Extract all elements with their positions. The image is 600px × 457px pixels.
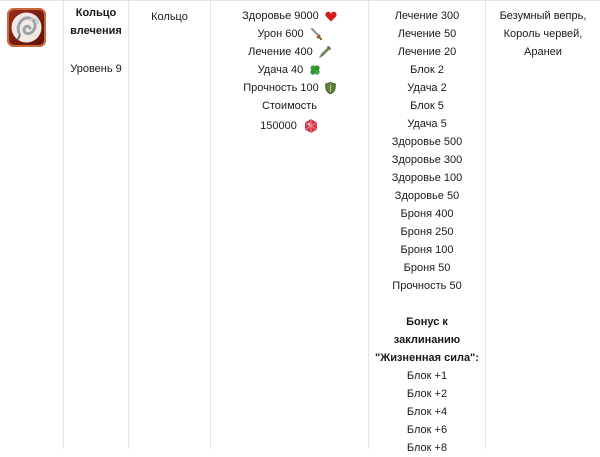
stat-luck bbox=[211, 61, 368, 79]
item-name: Кольцо влечения bbox=[70, 7, 122, 37]
bonus-spacer bbox=[369, 295, 485, 313]
stat-health-label: Здоровье 9000 bbox=[242, 10, 319, 22]
bonus-line: Броня 400 bbox=[400, 208, 454, 220]
bonus-line: Здоровье 100 bbox=[391, 172, 463, 184]
sword-icon bbox=[310, 28, 322, 40]
syringe-icon bbox=[319, 46, 331, 58]
bonus-line: Удача 5 bbox=[407, 118, 447, 130]
stat-health bbox=[211, 7, 368, 25]
item-level: Уровень 9 bbox=[70, 63, 122, 75]
bonus-line: Здоровье 500 bbox=[391, 136, 463, 148]
bonus-line: Здоровье 50 bbox=[394, 190, 460, 202]
spell-bonus-name: "Жизненная сила": bbox=[375, 352, 479, 364]
bonus-line: Блок 5 bbox=[410, 100, 444, 112]
cost-value: 150000 bbox=[260, 120, 297, 132]
item-sources: Безумный вепрь, Король червей, Аранеи bbox=[499, 10, 587, 58]
item-type-cell bbox=[128, 1, 210, 449]
stat-durability bbox=[211, 79, 368, 97]
bonus-line: Здоровье 300 bbox=[391, 154, 463, 166]
item-name-cell bbox=[63, 1, 128, 449]
bonus-line: Лечение 50 bbox=[397, 28, 457, 40]
clover-icon bbox=[309, 64, 321, 76]
bonus-line: Лечение 300 bbox=[394, 10, 460, 22]
spell-bonus-line: Блок +8 bbox=[406, 442, 448, 454]
stat-luck-label: Удача 40 bbox=[257, 64, 304, 76]
shield-icon bbox=[325, 82, 336, 94]
heart-icon bbox=[325, 11, 337, 22]
bonus-line: Удача 2 bbox=[407, 82, 447, 94]
stat-durability-label: Прочность 100 bbox=[243, 82, 319, 94]
stat-healing-label: Лечение 400 bbox=[248, 46, 313, 58]
spell-bonus-line: Блок +6 bbox=[406, 424, 448, 436]
bonus-line: Броня 250 bbox=[400, 226, 454, 238]
item-sources-cell bbox=[485, 1, 600, 449]
spell-bonus-title: заклинанию bbox=[393, 334, 461, 346]
spell-bonus-line: Блок +2 bbox=[406, 388, 448, 400]
spell-bonus-line: Блок +4 bbox=[406, 406, 448, 418]
cost-row bbox=[211, 115, 368, 137]
bonus-line: Блок 2 bbox=[410, 64, 444, 76]
item-bonus-cell bbox=[368, 1, 485, 454]
ring-of-attraction-icon bbox=[7, 8, 46, 47]
bonus-line: Прочность 50 bbox=[392, 280, 462, 292]
cost-label: Стоимость bbox=[261, 100, 318, 112]
ruby-icon bbox=[303, 118, 319, 134]
spell-bonus-line: Блок +1 bbox=[406, 370, 448, 382]
stat-damage-label: Урон 600 bbox=[257, 28, 304, 40]
item-stats-cell bbox=[210, 1, 368, 449]
item-icon-cell bbox=[0, 1, 63, 449]
spell-bonus-title: Бонус к bbox=[406, 316, 448, 328]
bonus-line: Броня 100 bbox=[400, 244, 454, 256]
bonus-line: Броня 50 bbox=[403, 262, 451, 274]
stat-damage bbox=[211, 25, 368, 43]
stat-healing bbox=[211, 43, 368, 61]
item-type: Кольцо bbox=[151, 11, 188, 23]
bonus-line: Лечение 20 bbox=[397, 46, 457, 58]
